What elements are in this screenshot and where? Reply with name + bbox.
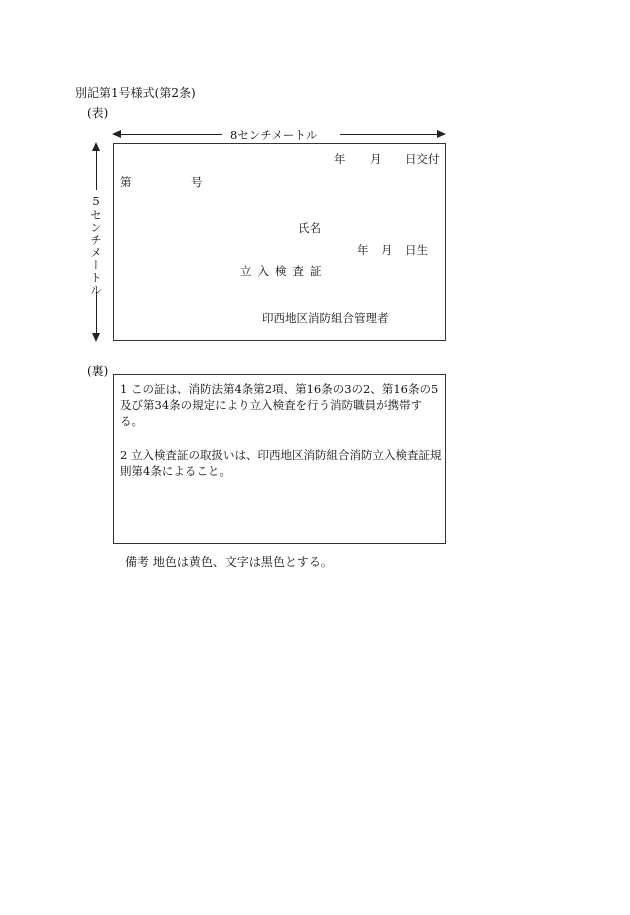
arrow-down-icon: [92, 333, 100, 342]
name-label: 氏名: [298, 221, 321, 235]
issuer-name: 印西地区消防組合管理者: [262, 311, 389, 325]
clause-1: 1 この証は、消防法第4条第2項、第16条の3の2、第16条の5及び第34条の規定により立入検査を行う消防職員が携帯する。: [120, 382, 439, 428]
height-line-top: [96, 150, 97, 190]
width-line-left: [120, 134, 222, 135]
issue-month-label: 月: [370, 152, 382, 166]
front-label: (表): [87, 106, 109, 120]
height-dimension-label: 5センチメートル: [89, 194, 103, 297]
clause-2: 2 立入検査証の取扱いは、印西地区消防組合消防立入検査証規則第4条によること。: [120, 448, 442, 478]
birth-month-label: 月: [381, 243, 393, 257]
card-title: 立入検査証: [240, 264, 328, 278]
number-prefix: 第: [120, 175, 132, 189]
height-line-bottom: [96, 292, 97, 334]
arrow-right-icon: [437, 130, 446, 138]
birth-day-label: 日生: [405, 243, 428, 257]
width-line-right: [340, 134, 438, 135]
form-heading: 別記第1号様式(第2条): [75, 86, 196, 100]
back-label: (裏): [87, 364, 109, 378]
issue-year-label: 年: [334, 152, 346, 166]
issue-day-label: 日交付: [405, 152, 440, 166]
birth-year-label: 年: [357, 243, 369, 257]
number-suffix: 号: [191, 175, 203, 189]
remark-note: 備考 地色は黄色、文字は黒色とする。: [125, 555, 333, 569]
width-dimension-label: 8センチメートル: [230, 128, 318, 142]
